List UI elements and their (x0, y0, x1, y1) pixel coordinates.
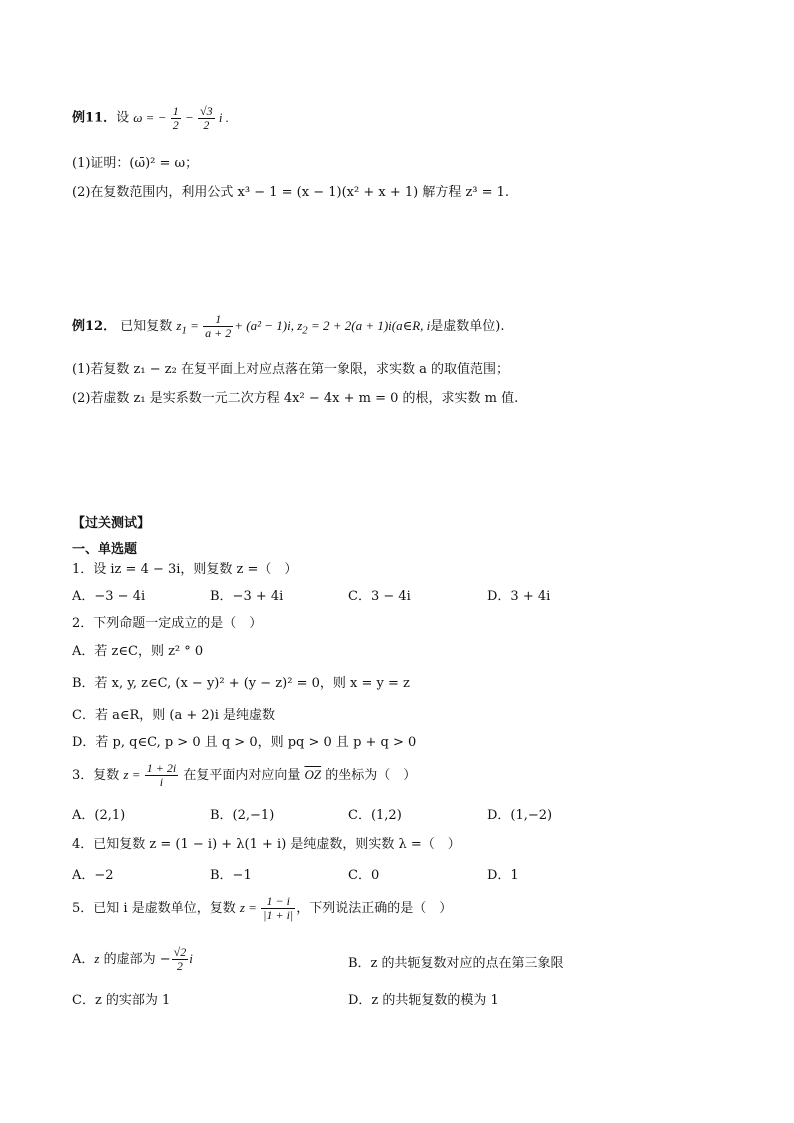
q3-option-c: C．(1,2) (348, 808, 402, 823)
q1-option-b: B．−3 + 4i (210, 589, 284, 604)
ex12-stem: 已知复数 $z_1$ = $\frac{1}{a + 2}$ + (a² − 1)i, $z_2 = 2 + 2(a$ + 1)i(a∈R, i是虚数单位). (120, 312, 505, 341)
q1-stem: 1．设 iz = 4 − 3i，则复数 z =（ ） (72, 562, 298, 577)
q5-option-a: A．z 的虚部为 − $\frac{√2}{2}$ i (72, 945, 193, 974)
q4-option-a: A．−2 (72, 868, 114, 883)
q4-stem: 4．已知复数 z = (1 − i) + λ(1 + i) 是纯虚数，则实数 λ =（ ） (72, 837, 461, 852)
ex11-part1: (1)证明：(ω̄)² = ω； (72, 156, 199, 171)
q4-option-c: C．0 (348, 868, 380, 883)
q5-option-c: C．z 的实部为 1 (72, 993, 171, 1008)
q3-option-b: B．(2,−1) (210, 808, 275, 823)
q5-stem: 5．已知 i 是虚数单位，复数 z = $\frac{1 - i}{|1 + i|}$ ，下列说法正确的是（ ） (72, 894, 453, 923)
q2-option-d: D．若 p, q∈C, p > 0 且 q > 0，则 pq > 0 且 p + q > 0 (72, 735, 417, 750)
q1-option-a: A．−3 − 4i (72, 589, 146, 604)
q2-option-c: C．若 a∈R，则 (a + 2)i 是纯虚数 (72, 708, 275, 723)
q3-stem: 3．复数 z = $\frac{1 + 2i}{i}$ 在复平面内对应向量 $\overline{OZ}$ 的坐标为（ ） (72, 761, 417, 790)
q2-stem: 2．下列命题一定成立的是（ ） (72, 616, 263, 631)
q5-option-d: D．z 的共轭复数的模为 1 (348, 993, 499, 1008)
ex11-part2: (2)在复数范围内，利用公式 x³ − 1 = (x − 1)(x² + x + 1) 解方程 z³ = 1. (72, 185, 510, 200)
q4-option-d: D．1 (487, 868, 519, 883)
q2-option-a: A．若 z∈C，则 z² ° 0 (72, 644, 204, 659)
ex12-part1: (1)若复数 z₁ − z₂ 在复平面上对应点落在第一象限，求实数 a 的取值范围； (72, 362, 509, 377)
ex12-title-line (72, 313, 505, 340)
q5-option-b: B．z 的共轭复数对应的点在第三象限 (348, 956, 564, 971)
ex12-part2: (2)若虚数 z₁ 是实系数一元二次方程 4x² − 4x + m = 0 的根，求实数 m 值. (72, 391, 519, 406)
ex11-title-line (72, 105, 229, 132)
q1-option-c: C．3 − 4i (348, 589, 411, 604)
q4-option-b: B．−1 (210, 868, 252, 883)
q3-option-a: A．(2,1) (72, 808, 126, 823)
test-heading: 【过关测试】 (72, 516, 151, 531)
ex11-lead: 设 (116, 110, 130, 126)
q3-option-d: D．(1,−2) (487, 808, 553, 823)
ex11-formula: ω = − $\frac{1}{2}$ − $\frac{√3}{2}$ i . (133, 104, 229, 133)
ex11-label: 例11． (72, 110, 117, 126)
q2-option-b: B．若 x, y, z∈C, (x − y)² + (y − z)² = 0，则 x = y = z (72, 676, 410, 691)
q1-option-d: D．3 + 4i (487, 589, 551, 604)
section-heading: 一、单选题 (72, 542, 138, 557)
ex12-label: 例12． (72, 319, 117, 335)
